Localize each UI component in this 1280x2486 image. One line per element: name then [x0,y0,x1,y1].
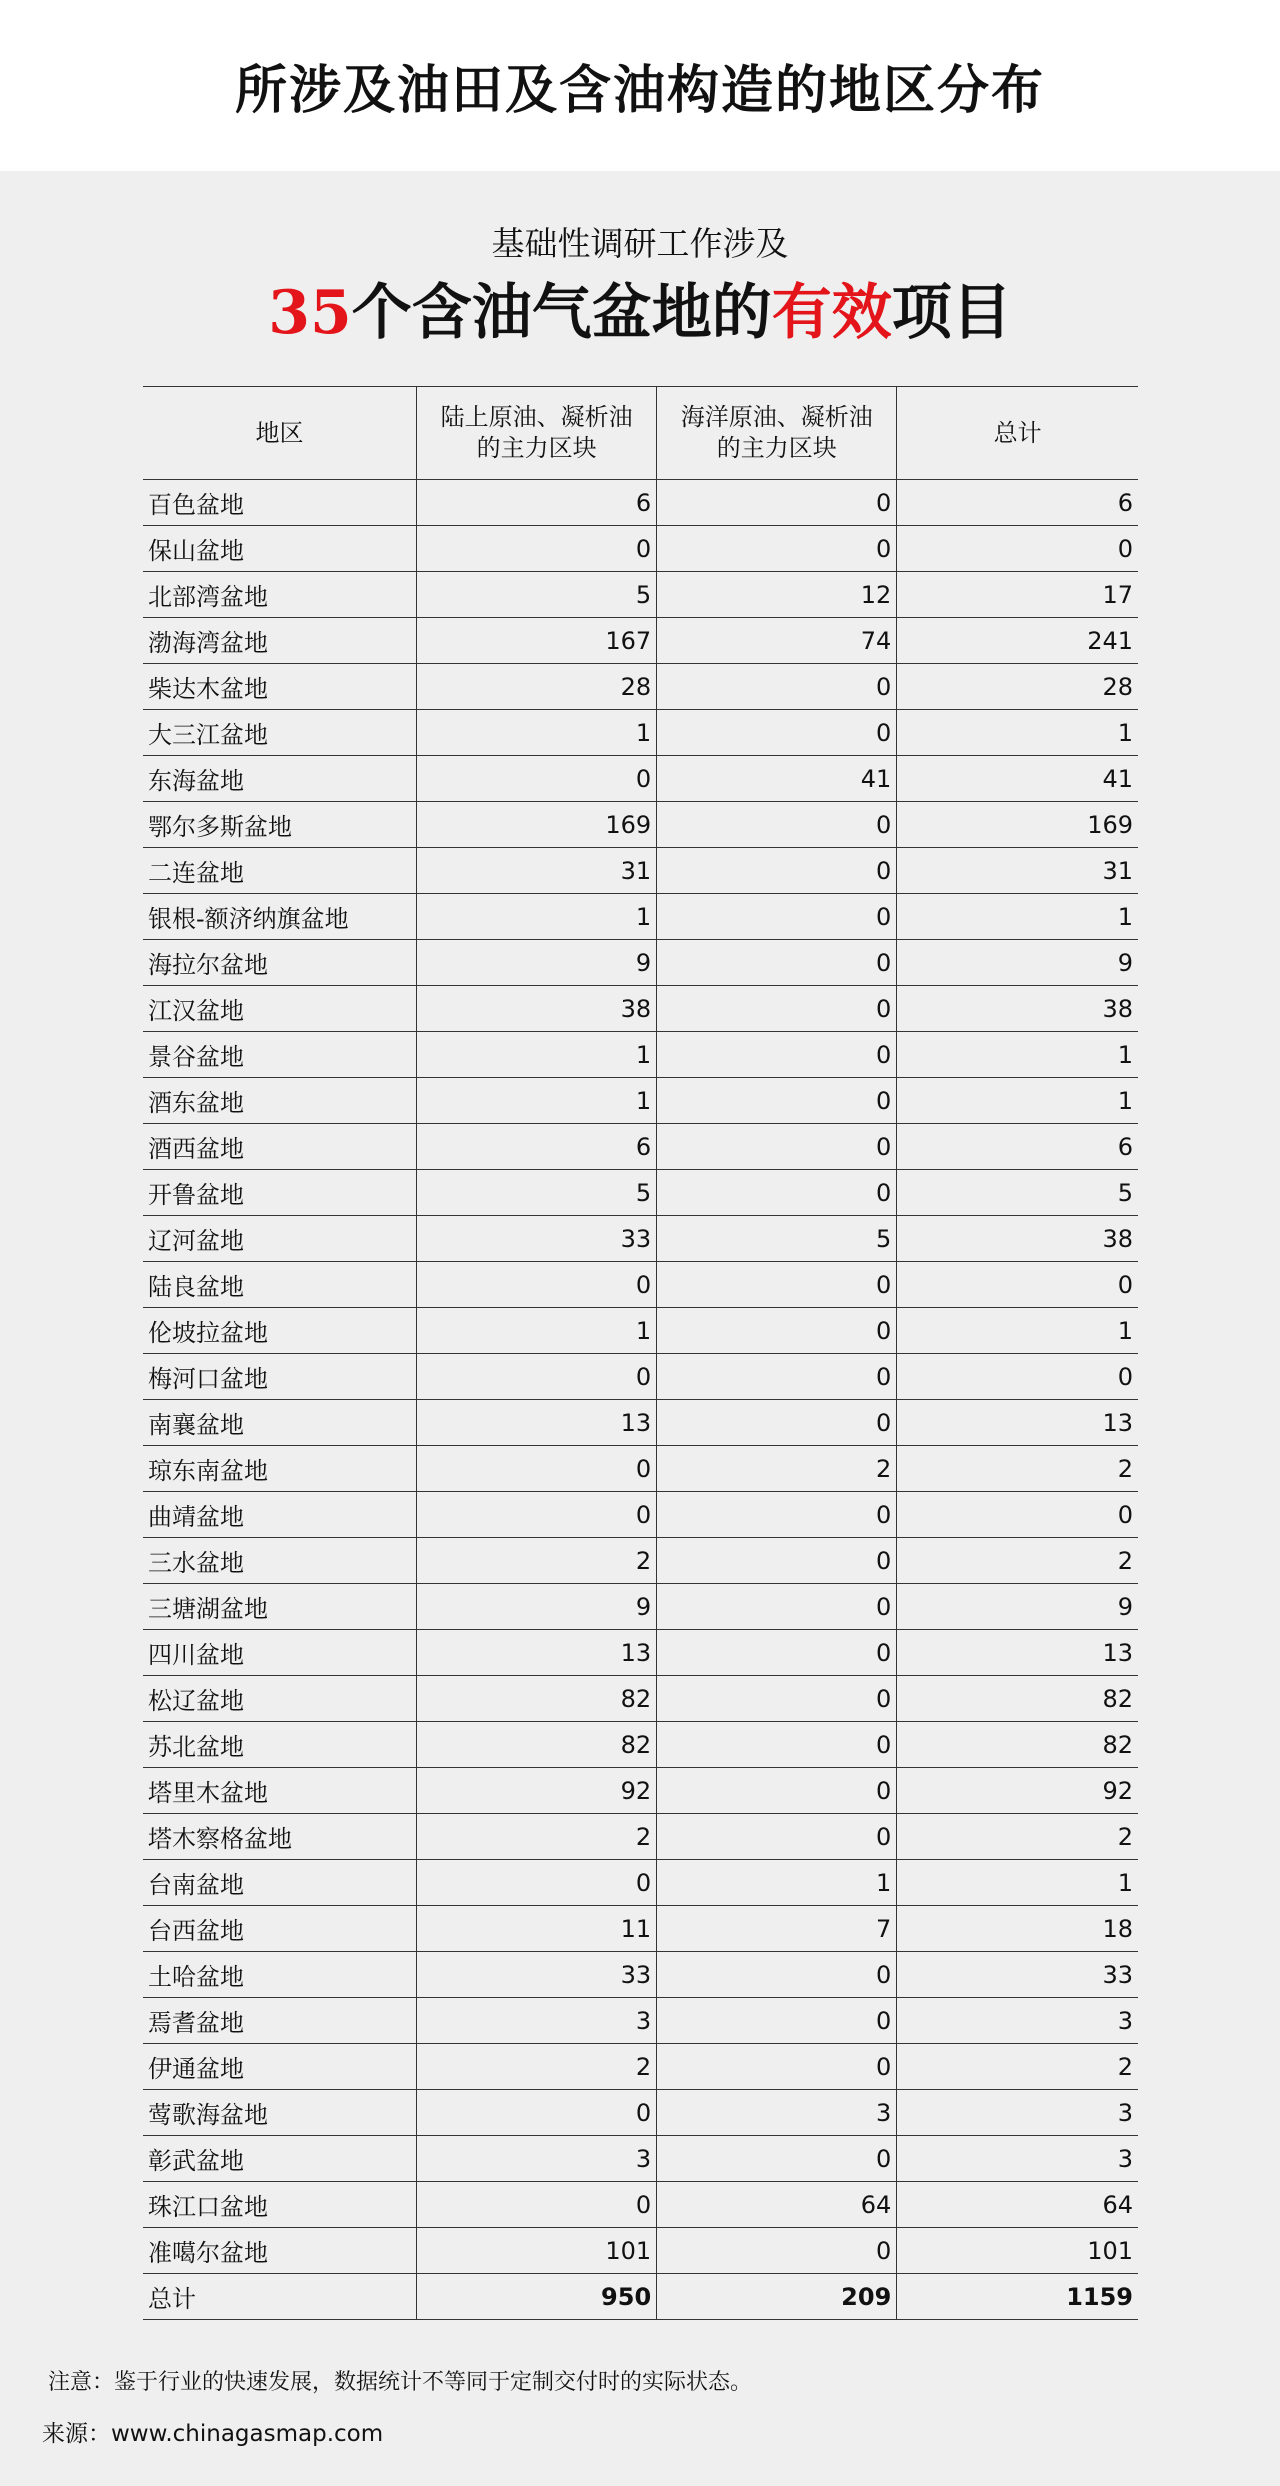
headline-end: 项目 [891,278,1012,348]
offshore-cell: 0 [657,480,897,526]
region-cell: 陆良盆地 [143,1262,417,1308]
offshore-cell: 0 [657,2228,897,2274]
offshore-cell: 0 [657,526,897,572]
offshore-cell: 0 [657,1768,897,1814]
total-cell: 82 [897,1722,1138,1768]
total-cell: 64 [897,2182,1138,2228]
offshore-cell: 3 [657,2090,897,2136]
onshore-cell: 0 [417,526,657,572]
table-row [143,1354,1138,1400]
region-cell: 江汉盆地 [143,986,417,1032]
onshore-cell: 38 [417,986,657,1032]
onshore-cell: 1 [417,1308,657,1354]
table-row [143,1124,1138,1170]
table-row [143,2228,1138,2274]
total-cell: 13 [897,1400,1138,1446]
total-cell: 92 [897,1768,1138,1814]
header-onshore: 陆上原油、凝析油 的主力区块 [417,387,657,480]
header-region: 地区 [143,387,417,480]
onshore-cell: 101 [417,2228,657,2274]
region-cell: 北部湾盆地 [143,572,417,618]
total-cell: 41 [897,756,1138,802]
total-cell: 241 [897,618,1138,664]
onshore-cell: 28 [417,664,657,710]
offshore-cell: 2 [657,1446,897,1492]
onshore-cell: 92 [417,1768,657,1814]
onshore-cell: 0 [417,1860,657,1906]
onshore-cell: 1 [417,710,657,756]
total-cell: 169 [897,802,1138,848]
source-text: 来源：www.chinagasmap.com [42,2421,384,2447]
table-row [143,1216,1138,1262]
offshore-cell: 0 [657,1998,897,2044]
table-row [143,1492,1138,1538]
table-row [143,2182,1138,2228]
offshore-cell: 0 [657,1584,897,1630]
onshore-cell: 0 [417,2090,657,2136]
table-total-row [143,2274,1138,2320]
region-cell: 三塘湖盆地 [143,1584,417,1630]
region-cell: 珠江口盆地 [143,2182,417,2228]
table-row [143,1538,1138,1584]
table-row [143,526,1138,572]
title-bar [0,0,1280,171]
offshore-cell: 1 [657,1860,897,1906]
total-cell: 9 [897,940,1138,986]
offshore-cell: 5 [657,1216,897,1262]
offshore-cell: 0 [657,1124,897,1170]
table-row [143,2044,1138,2090]
onshore-cell: 0 [417,1354,657,1400]
onshore-cell: 2 [417,1538,657,1584]
onshore-cell: 82 [417,1676,657,1722]
region-cell: 梅河口盆地 [143,1354,417,1400]
region-cell: 银根-额济纳旗盆地 [143,894,417,940]
onshore-cell: 5 [417,1170,657,1216]
region-cell: 东海盆地 [143,756,417,802]
onshore-cell: 3 [417,1998,657,2044]
onshore-cell: 167 [417,618,657,664]
offshore-cell: 0 [657,2136,897,2182]
table-row [143,894,1138,940]
onshore-cell: 2 [417,1814,657,1860]
offshore-cell: 0 [657,1952,897,1998]
page-title: 所涉及油田及含油构造的地区分布 [234,61,1045,121]
onshore-cell: 0 [417,1262,657,1308]
total-cell: 6 [897,480,1138,526]
total-cell: 0 [897,1354,1138,1400]
offshore-cell: 0 [657,1814,897,1860]
total-cell: 3 [897,1998,1138,2044]
total-cell: 28 [897,664,1138,710]
onshore-cell: 6 [417,1124,657,1170]
table-row [143,1170,1138,1216]
table-header-row [143,387,1138,480]
region-cell: 海拉尔盆地 [143,940,417,986]
onshore-cell: 0 [417,1492,657,1538]
table-row [143,986,1138,1032]
total-cell: 3 [897,2090,1138,2136]
offshore-cell: 0 [657,1630,897,1676]
total-cell: 0 [897,1492,1138,1538]
region-cell: 景谷盆地 [143,1032,417,1078]
table-row [143,756,1138,802]
table-row [143,1584,1138,1630]
onshore-cell: 3 [417,2136,657,2182]
onshore-cell: 33 [417,1216,657,1262]
region-cell: 准噶尔盆地 [143,2228,417,2274]
table-row [143,1768,1138,1814]
onshore-cell: 9 [417,940,657,986]
total-cell: 2 [897,1446,1138,1492]
total-cell: 38 [897,1216,1138,1262]
region-cell: 总计 [143,2274,417,2320]
offshore-cell: 0 [657,1308,897,1354]
region-cell: 台南盆地 [143,1860,417,1906]
total-cell: 38 [897,986,1138,1032]
region-cell: 大三江盆地 [143,710,417,756]
region-cell: 塔木察格盆地 [143,1814,417,1860]
table-row [143,2090,1138,2136]
table-row [143,1446,1138,1492]
total-cell: 1 [897,1032,1138,1078]
total-cell: 13 [897,1630,1138,1676]
onshore-cell: 0 [417,1446,657,1492]
onshore-cell: 31 [417,848,657,894]
region-cell: 莺歌海盆地 [143,2090,417,2136]
total-cell: 0 [897,1262,1138,1308]
total-cell: 1 [897,1308,1138,1354]
offshore-cell: 0 [657,894,897,940]
region-cell: 保山盆地 [143,526,417,572]
table-row [143,710,1138,756]
total-cell: 82 [897,1676,1138,1722]
onshore-cell: 0 [417,756,657,802]
onshore-cell: 11 [417,1906,657,1952]
offshore-cell: 209 [657,2274,897,2320]
offshore-cell: 0 [657,1078,897,1124]
offshore-cell: 7 [657,1906,897,1952]
offshore-cell: 0 [657,940,897,986]
table-row [143,1952,1138,1998]
offshore-cell: 12 [657,572,897,618]
region-cell: 南襄盆地 [143,1400,417,1446]
table-row [143,848,1138,894]
subtitle: 基础性调研工作涉及 [491,224,789,263]
offshore-cell: 0 [657,1262,897,1308]
offshore-cell: 0 [657,664,897,710]
table-row [143,1400,1138,1446]
total-cell: 31 [897,848,1138,894]
region-cell: 开鲁盆地 [143,1170,417,1216]
onshore-cell: 1 [417,1032,657,1078]
region-cell: 伦坡拉盆地 [143,1308,417,1354]
total-cell: 33 [897,1952,1138,1998]
region-cell: 琼东南盆地 [143,1446,417,1492]
offshore-cell: 0 [657,1032,897,1078]
total-cell: 1 [897,894,1138,940]
total-cell: 1 [897,710,1138,756]
onshore-cell: 13 [417,1400,657,1446]
total-cell: 1 [897,1078,1138,1124]
table-row [143,1308,1138,1354]
table-row [143,2136,1138,2182]
offshore-cell: 0 [657,1538,897,1584]
onshore-cell: 33 [417,1952,657,1998]
onshore-cell: 5 [417,572,657,618]
onshore-cell: 1 [417,894,657,940]
onshore-cell: 0 [417,2182,657,2228]
onshore-cell: 9 [417,1584,657,1630]
region-cell: 塔里木盆地 [143,1768,417,1814]
offshore-cell: 74 [657,618,897,664]
region-cell: 伊通盆地 [143,2044,417,2090]
total-cell: 17 [897,572,1138,618]
offshore-cell: 0 [657,1400,897,1446]
table-row [143,1814,1138,1860]
table-row [143,802,1138,848]
onshore-cell: 6 [417,480,657,526]
region-cell: 曲靖盆地 [143,1492,417,1538]
total-cell: 2 [897,1538,1138,1584]
offshore-cell: 0 [657,710,897,756]
region-cell: 辽河盆地 [143,1216,417,1262]
total-cell: 101 [897,2228,1138,2274]
total-cell: 9 [897,1584,1138,1630]
onshore-cell: 13 [417,1630,657,1676]
table-row [143,618,1138,664]
region-cell: 百色盆地 [143,480,417,526]
table-row [143,664,1138,710]
onshore-cell: 950 [417,2274,657,2320]
offshore-cell: 0 [657,986,897,1032]
total-cell: 1159 [897,2274,1138,2320]
region-cell: 酒西盆地 [143,1124,417,1170]
table-row [143,572,1138,618]
offshore-cell: 41 [657,756,897,802]
offshore-cell: 0 [657,848,897,894]
table-row [143,1078,1138,1124]
offshore-cell: 0 [657,2044,897,2090]
region-cell: 柴达木盆地 [143,664,417,710]
table-row [143,1998,1138,2044]
offshore-cell: 0 [657,1354,897,1400]
region-cell: 彰武盆地 [143,2136,417,2182]
total-cell: 5 [897,1170,1138,1216]
headline-mid: 个含油气盆地的 [351,278,772,348]
onshore-cell: 1 [417,1078,657,1124]
table-row [143,1906,1138,1952]
offshore-cell: 0 [657,1492,897,1538]
total-cell: 1 [897,1860,1138,1906]
onshore-cell: 2 [417,2044,657,2090]
table-row [143,1676,1138,1722]
offshore-cell: 0 [657,802,897,848]
region-cell: 台西盆地 [143,1906,417,1952]
total-cell: 6 [897,1124,1138,1170]
region-cell: 苏北盆地 [143,1722,417,1768]
region-cell: 三水盆地 [143,1538,417,1584]
table-row [143,1722,1138,1768]
offshore-cell: 0 [657,1722,897,1768]
headline [0,277,1280,349]
total-cell: 2 [897,2044,1138,2090]
region-cell: 二连盆地 [143,848,417,894]
header-total: 总计 [897,387,1138,480]
offshore-cell: 0 [657,1676,897,1722]
headline-highlight: 有效 [771,278,892,348]
total-cell: 0 [897,526,1138,572]
table-row [143,1262,1138,1308]
disclaimer-note: 注意：鉴于行业的快速发展，数据统计不等同于定制交付时的实际状态。 [48,2370,753,2395]
region-cell: 四川盆地 [143,1630,417,1676]
region-cell: 渤海湾盆地 [143,618,417,664]
table-row [143,1032,1138,1078]
region-cell: 松辽盆地 [143,1676,417,1722]
table-row [143,1630,1138,1676]
table-row [143,480,1138,526]
table-row [143,1860,1138,1906]
offshore-cell: 64 [657,2182,897,2228]
region-cell: 酒东盆地 [143,1078,417,1124]
onshore-cell: 169 [417,802,657,848]
onshore-cell: 82 [417,1722,657,1768]
basin-table [143,386,1138,2320]
offshore-cell: 0 [657,1170,897,1216]
total-cell: 2 [897,1814,1138,1860]
region-cell: 焉耆盆地 [143,1998,417,2044]
region-cell: 土哈盆地 [143,1952,417,1998]
total-cell: 3 [897,2136,1138,2182]
total-cell: 18 [897,1906,1138,1952]
region-cell: 鄂尔多斯盆地 [143,802,417,848]
header-offshore: 海洋原油、凝析油 的主力区块 [657,387,897,480]
headline-number: 35 [268,278,352,348]
table-row [143,940,1138,986]
